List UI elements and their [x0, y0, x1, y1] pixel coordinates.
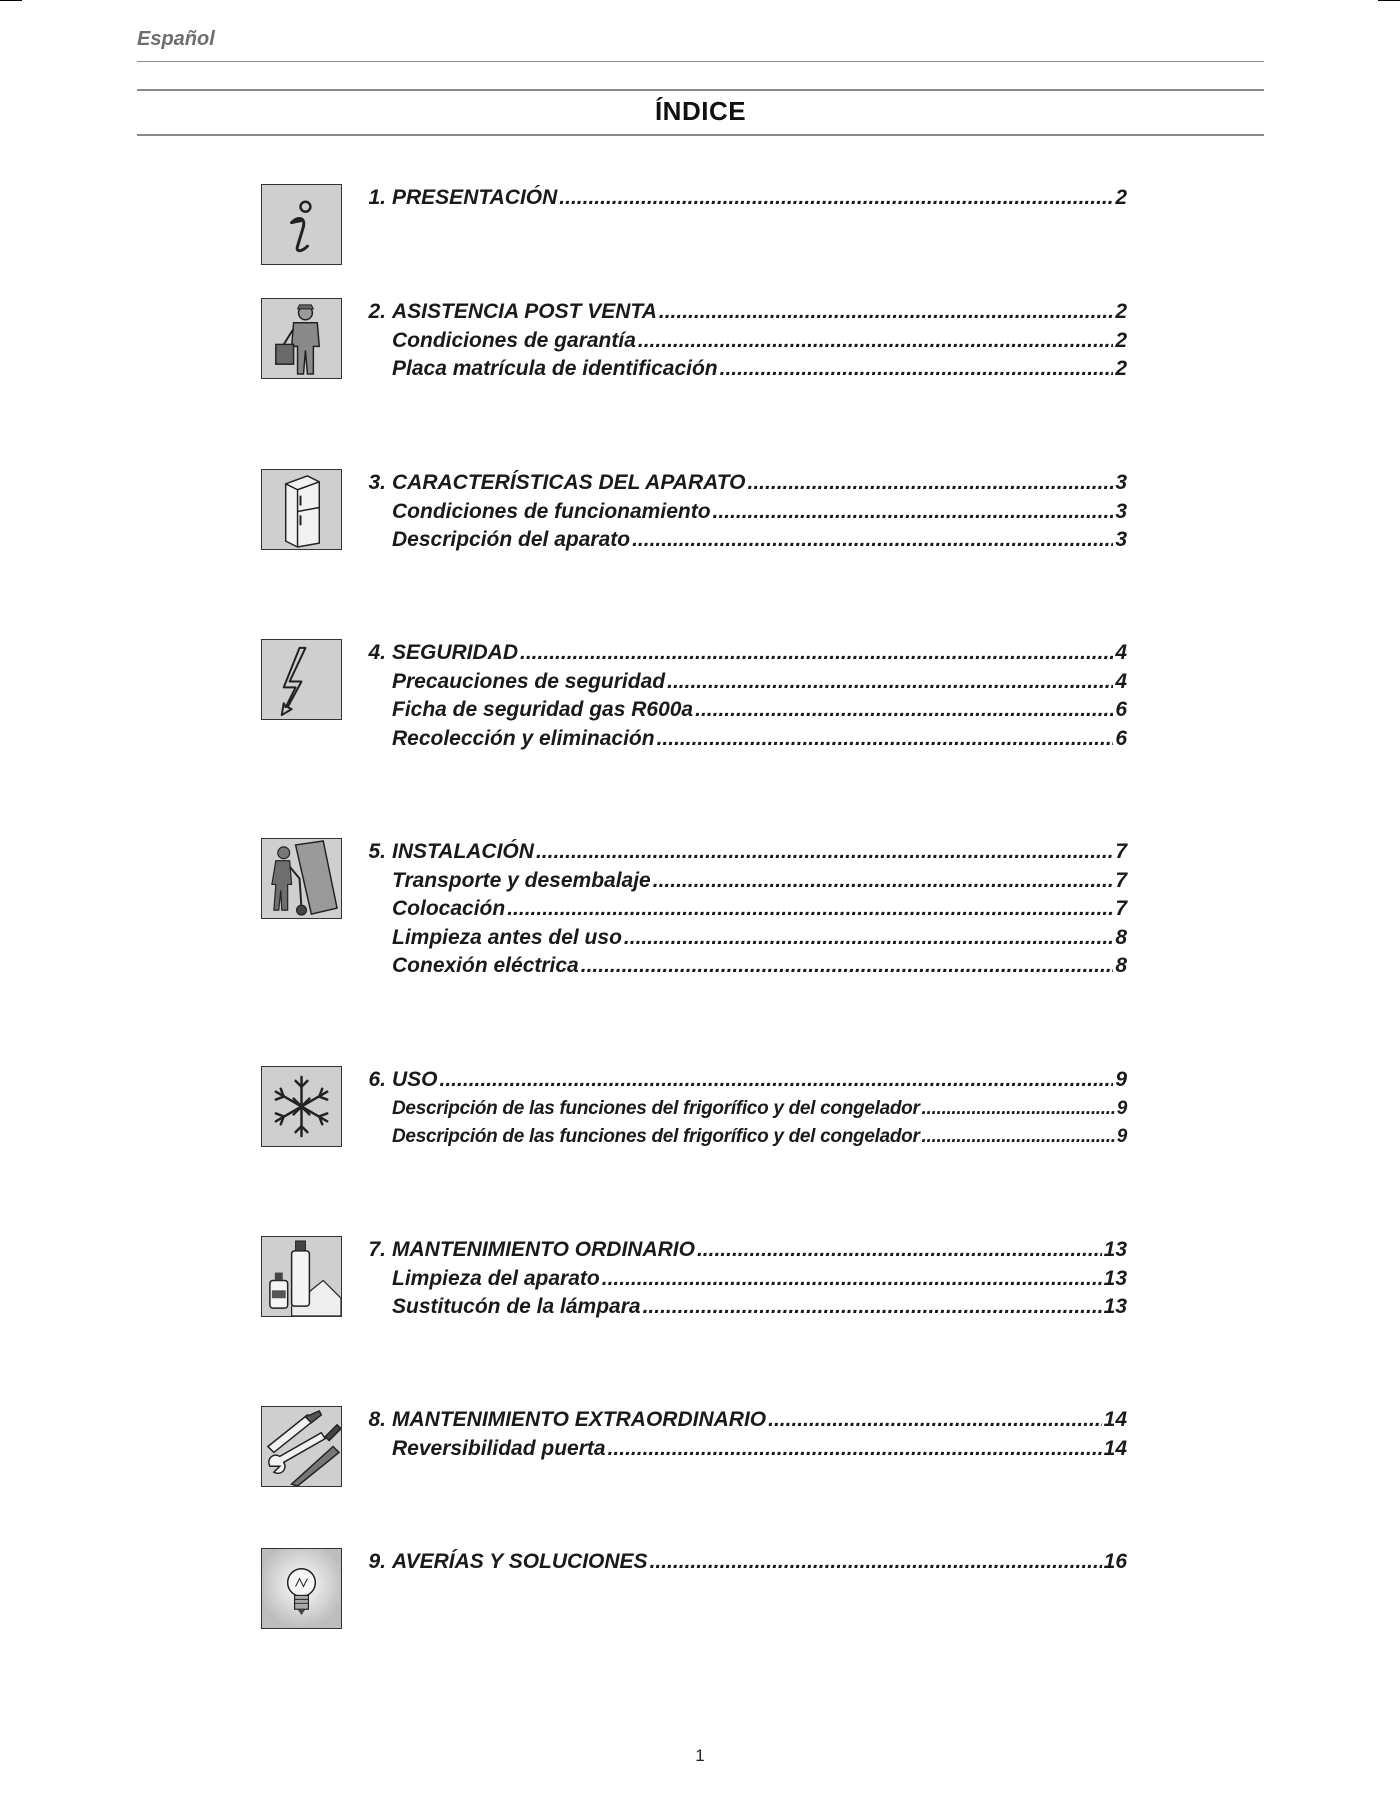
dot-leader	[653, 867, 1114, 895]
toc-entry-label: USO	[392, 1068, 438, 1091]
dot-leader	[643, 1293, 1102, 1321]
toc-entry[interactable]	[392, 725, 1127, 754]
toc-entry[interactable]	[392, 639, 1127, 668]
toc-entry[interactable]	[392, 469, 1127, 498]
toc-entry-page: 7	[1115, 868, 1127, 892]
toc-entry-label: Recolección y eliminación	[392, 726, 655, 750]
toc-entry-label: SEGURIDAD	[392, 641, 519, 664]
toc-entry-page: 2	[1115, 328, 1127, 352]
toc-entry-label: MANTENIMIENTO ORDINARIO	[392, 1238, 695, 1261]
dot-leader	[922, 1123, 1115, 1151]
section-number: 6.	[368, 1068, 386, 1091]
language-label: Español	[137, 28, 215, 50]
dot-leader	[713, 498, 1114, 526]
dot-leader	[638, 327, 1113, 355]
toc-entry-page: 13	[1103, 1266, 1127, 1290]
crop-mark-right	[1378, 0, 1400, 1]
tools-icon	[261, 1406, 342, 1487]
dot-leader	[632, 526, 1113, 554]
dot-leader	[697, 1236, 1102, 1264]
toc-entry-label: Placa matrícula de identificación	[392, 357, 718, 380]
toc-entry-label: Conexión eléctrica	[392, 954, 579, 977]
toc-entry-page: 2	[1115, 300, 1127, 323]
toc-entry-label: ASISTENCIA POST VENTA	[392, 300, 657, 323]
toc-entry[interactable]	[392, 1293, 1127, 1322]
toc-entry-page: 3	[1115, 528, 1127, 551]
toc-entry-label: INSTALACIÓN	[392, 840, 534, 863]
toc-entry-label: Descripción de las funciones del frigorífico y del congelador	[392, 1126, 920, 1147]
toc-entry-page: 8	[1115, 925, 1127, 949]
toc-entry[interactable]	[392, 1123, 1127, 1152]
toc-entry[interactable]	[392, 696, 1127, 725]
toc-entry[interactable]	[392, 1435, 1127, 1464]
toc-entry-label: Condiciones de funcionamiento	[392, 499, 711, 523]
title-top-rule	[137, 89, 1264, 91]
toc-entry-page: 4	[1115, 669, 1127, 693]
dot-leader	[659, 298, 1113, 326]
toc-entry-page: 14	[1103, 1408, 1127, 1431]
section-number: 7.	[368, 1238, 386, 1261]
toc-entry[interactable]	[392, 526, 1127, 555]
toc-entry[interactable]	[392, 184, 1127, 213]
toc-entry[interactable]	[392, 298, 1127, 327]
toc-entry[interactable]	[392, 1095, 1127, 1124]
header-thin-rule	[137, 61, 1264, 62]
toc-entry-page: 13	[1103, 1295, 1127, 1318]
toc-entry[interactable]	[392, 1548, 1127, 1577]
toc-entry[interactable]	[392, 895, 1127, 924]
section-number: 9.	[368, 1550, 386, 1573]
toc-entry[interactable]	[392, 867, 1127, 896]
toc-entry[interactable]	[392, 924, 1127, 953]
toc-entry-page: 6	[1115, 726, 1127, 750]
dot-leader	[602, 1265, 1102, 1293]
section-number: 5.	[368, 840, 386, 863]
toc-entry-label: Sustitucón de la lámpara	[392, 1295, 641, 1318]
dot-leader	[695, 696, 1113, 724]
toc-entry-label: Reversibilidad puerta	[392, 1436, 606, 1460]
toc-entry-page: 9	[1116, 1126, 1127, 1147]
page-title: ÍNDICE	[654, 96, 747, 126]
dot-leader	[922, 1095, 1115, 1123]
dot-leader	[768, 1406, 1102, 1434]
toc-entry-page: 7	[1115, 840, 1127, 863]
dot-leader	[650, 1548, 1102, 1576]
toc-entry-page: 9	[1115, 1068, 1127, 1091]
toc-entry-label: Precauciones de seguridad	[392, 669, 666, 693]
dot-leader	[520, 639, 1113, 667]
dot-leader	[559, 184, 1113, 212]
dot-leader	[624, 924, 1113, 952]
snowflake-icon	[261, 1066, 342, 1147]
toc-entry[interactable]	[392, 952, 1127, 981]
dot-leader	[536, 838, 1113, 866]
section-number: 8.	[368, 1408, 386, 1431]
toc-entry-label: Colocación	[392, 897, 506, 920]
toc-entry-label: MANTENIMIENTO EXTRAORDINARIO	[392, 1408, 767, 1431]
toc-entry[interactable]	[392, 1066, 1127, 1095]
toc-entry-page: 6	[1115, 698, 1127, 721]
toc-entry-page: 3	[1115, 499, 1127, 523]
toc-entry-label: Descripción de las funciones del frigorífico y del congelador	[392, 1097, 920, 1119]
toc-entry[interactable]	[392, 1236, 1127, 1265]
toc-entry[interactable]	[392, 1406, 1127, 1435]
dot-leader	[748, 469, 1114, 497]
dot-leader	[507, 895, 1113, 923]
section-number: 4.	[368, 641, 386, 664]
toc-entry-label: Ficha de seguridad gas R600a	[392, 698, 694, 721]
dot-leader	[581, 952, 1114, 980]
dot-leader	[440, 1066, 1114, 1094]
toc-entry-page: 9	[1116, 1097, 1127, 1119]
section-number: 2.	[368, 300, 386, 323]
toc-entry-label: AVERÍAS Y SOLUCIONES	[392, 1550, 648, 1573]
toc-entry[interactable]	[392, 838, 1127, 867]
toc-entry[interactable]	[392, 1265, 1127, 1294]
dot-leader	[667, 668, 1113, 696]
section-number: 3.	[368, 471, 386, 494]
technician-icon	[261, 298, 342, 379]
toc-entry-label: CARACTERÍSTICAS DEL APARATO	[392, 471, 746, 494]
toc-entry-page: 16	[1103, 1550, 1127, 1573]
fridge-icon	[261, 469, 342, 550]
dot-leader	[657, 725, 1114, 753]
section-number: 1.	[368, 186, 386, 209]
toc-entry-label: PRESENTACIÓN	[392, 186, 558, 209]
info-icon	[261, 184, 342, 265]
toc-entry-page: 13	[1103, 1238, 1127, 1261]
toc-entry-page: 8	[1115, 954, 1127, 977]
hand-truck-icon	[261, 838, 342, 919]
light-bulb-icon	[261, 1548, 342, 1629]
toc-entry-label: Descripción del aparato	[392, 528, 631, 551]
toc-entry-page: 2	[1115, 186, 1127, 209]
toc-entry[interactable]	[392, 498, 1127, 527]
toc-entry[interactable]	[392, 668, 1127, 697]
toc-entry-label: Condiciones de garantía	[392, 328, 636, 352]
toc-entry[interactable]	[392, 355, 1127, 384]
dot-leader	[608, 1435, 1102, 1463]
toc-entry-page: 14	[1103, 1436, 1127, 1460]
toc-entry-page: 4	[1115, 641, 1127, 664]
lightning-icon	[261, 639, 342, 720]
toc-entry-label: Transporte y desembalaje	[392, 868, 651, 892]
page-number: 1	[695, 1746, 705, 1765]
toc-entry-label: Limpieza antes del uso	[392, 925, 622, 949]
toc-entry-page: 7	[1115, 897, 1127, 920]
toc-entry-label: Limpieza del aparato	[392, 1266, 600, 1290]
title-bottom-rule	[137, 134, 1264, 136]
toc-entry-page: 2	[1115, 357, 1127, 380]
toc-entry[interactable]	[392, 327, 1127, 356]
dot-leader	[720, 355, 1114, 383]
crop-mark-left	[0, 0, 22, 1]
cleaning-bottle-icon	[261, 1236, 342, 1317]
toc-entry-page: 3	[1115, 471, 1127, 494]
